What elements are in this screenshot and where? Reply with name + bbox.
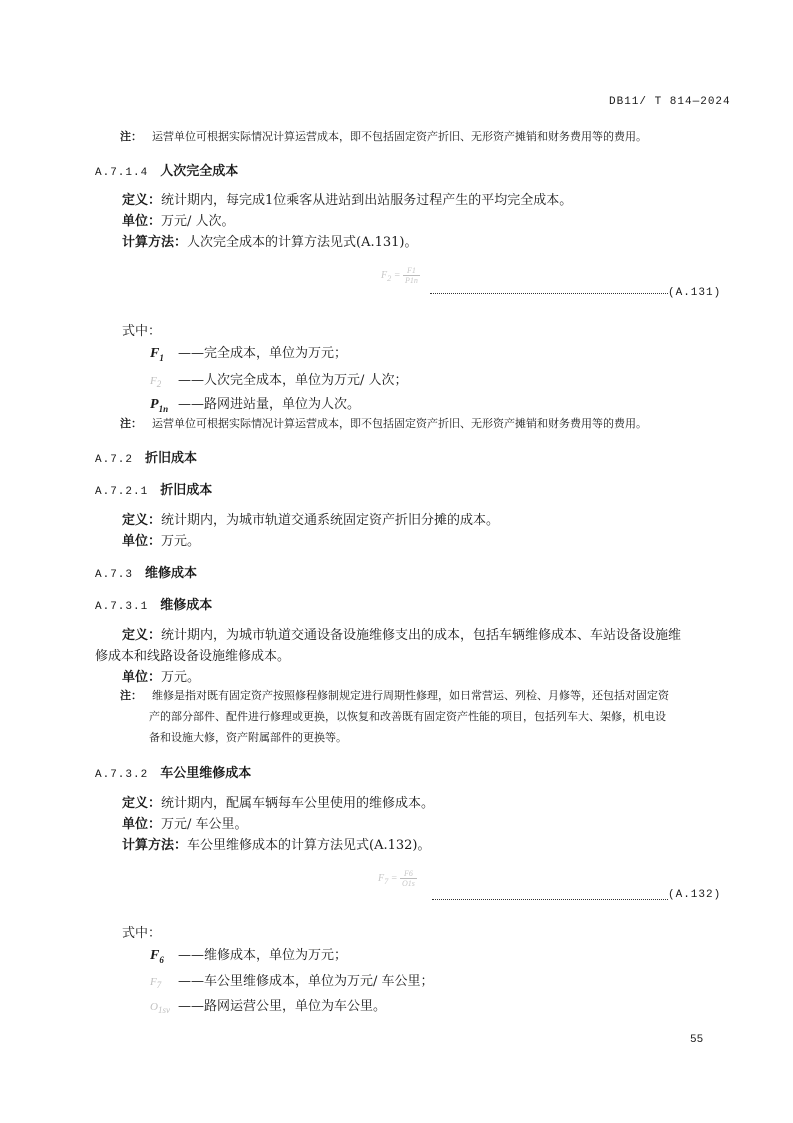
- definition: [122, 189, 572, 208]
- variable-desc: ——完全成本，单位为万元；: [178, 346, 348, 361]
- standard-code: DB11/ T 814—2024: [609, 96, 731, 108]
- variable-symbol: $F_1$: [150, 346, 164, 363]
- unit-label: 单位：: [122, 534, 162, 549]
- calc-text: 车公里维修成本的计算方法见式(A.132)。: [187, 838, 431, 853]
- calc-label: 计算方法：: [122, 838, 188, 853]
- definition-text: 统计期内，为城市轨道交通系统固定资产折旧分摊的成本。: [161, 513, 500, 528]
- formula-lhs: F: [378, 872, 385, 884]
- variable-row: [150, 393, 360, 414]
- definition-label: 定义：: [122, 513, 162, 528]
- section-title: 人次完全成本: [160, 164, 239, 179]
- formula-leader-dots: [430, 293, 668, 294]
- variable-symbol: $F_7$: [150, 976, 162, 991]
- unit: [122, 813, 248, 832]
- note-label: 注：: [120, 130, 142, 143]
- formula-denominator: P1n: [405, 276, 418, 285]
- note-top: [120, 128, 647, 144]
- variable-desc: ——维修成本，单位为万元；: [178, 948, 348, 963]
- definition-label: 定义：: [122, 796, 162, 811]
- variable-desc: ——路网进站量，单位为人次。: [178, 397, 361, 412]
- section-heading-a72: [95, 447, 197, 466]
- section-heading-a721: [95, 479, 212, 498]
- definition-text: 统计期内，为城市轨道交通设备设施维修支出的成本，包括车辆维修成本、车站设备设施维: [161, 628, 682, 643]
- variable-desc: ——路网运营公里，单位为车公里。: [178, 999, 387, 1014]
- note-a731: [120, 687, 669, 703]
- equation-number: (A.131): [668, 287, 722, 299]
- variable-symbol: $F_2$: [150, 375, 162, 390]
- note-a714: [120, 415, 647, 431]
- unit-text: 万元/ 人次。: [161, 214, 235, 229]
- definition-text: 统计期内，每完成1位乘客从进站到出站服务过程产生的平均完全成本。: [161, 193, 573, 208]
- note-text: 运营单位可根据实际情况计算运营成本，即不包括固定资产折旧、无形资产摊销和财务费用等的费用。: [152, 417, 647, 430]
- definition-label: 定义：: [122, 628, 162, 643]
- unit-text: 万元。: [161, 670, 201, 685]
- section-title: 维修成本: [145, 566, 198, 581]
- where-label: 式中：: [122, 324, 162, 339]
- section-title: 车公里维修成本: [160, 766, 252, 781]
- note-text: 运营单位可根据实际情况计算运营成本，即不包括固定资产折旧、无形资产摊销和财务费用等的费用。: [152, 130, 647, 143]
- formula-fraction: [400, 869, 417, 888]
- calc-method: [122, 834, 431, 853]
- formula-denominator: O1s: [402, 879, 415, 888]
- section-number: A.7.1.4: [95, 167, 149, 179]
- variable-row: [150, 369, 408, 389]
- variable-symbol: $F_6$: [150, 948, 164, 965]
- note-label: 注：: [120, 689, 142, 702]
- variable-symbol: $O_{1sv}$: [150, 1001, 170, 1016]
- where-label: 式中：: [122, 926, 162, 941]
- unit: [122, 530, 200, 549]
- note-text-line: 备和设施大修，资产附属部件的更换等。: [149, 731, 347, 744]
- variable-row: [150, 970, 434, 990]
- section-heading-a73: [95, 562, 197, 581]
- definition-continued: 修成本和线路设备设施维修成本。: [95, 649, 291, 664]
- note-text: 维修是指对既有固定资产按照修程修制规定进行周期性修理，如日常营运、列检、月修等，还包括对固定资: [152, 689, 669, 702]
- formula-lhs-sub: 7: [384, 876, 389, 886]
- unit-label: 单位：: [122, 214, 162, 229]
- note-text-line: 产的部分部件、配件进行修理或更换，以恢复和改善既有固定资产性能的项目，包括列车大、架修，机电设: [149, 710, 666, 723]
- section-number: A.7.3.1: [95, 601, 149, 613]
- variable-desc: ——车公里维修成本，单位为万元/ 车公里；: [178, 974, 434, 989]
- unit: [122, 210, 235, 229]
- variable-row: [150, 342, 347, 363]
- variable-desc: ——人次完全成本，单位为万元/ 人次；: [178, 373, 408, 388]
- calc-text: 人次完全成本的计算方法见式(A.131)。: [187, 235, 418, 250]
- formula-leader-dots: [432, 899, 668, 900]
- section-number: A.7.2.1: [95, 486, 149, 498]
- definition-text: 统计期内，配属车辆每车公里使用的维修成本。: [161, 796, 435, 811]
- definition-label: 定义：: [122, 193, 162, 208]
- section-number: A.7.3: [95, 569, 134, 581]
- section-heading-a732: [95, 762, 251, 781]
- formula-lhs: F: [381, 269, 388, 281]
- unit-label: 单位：: [122, 670, 162, 685]
- formula-a131: $F_2$ = $\frac{F1}{P1n}$: [381, 266, 418, 285]
- variable-symbol: $P_{1n}$: [150, 397, 169, 414]
- calc-method: [122, 231, 418, 250]
- formula-lhs-sub: 2: [387, 273, 392, 283]
- section-title: 折旧成本: [145, 451, 198, 466]
- unit-label: 单位：: [122, 817, 162, 832]
- definition: [122, 792, 434, 811]
- variable-row: [150, 944, 347, 965]
- calc-label: 计算方法：: [122, 235, 188, 250]
- section-number: A.7.2: [95, 454, 134, 466]
- unit-text: 万元。: [161, 534, 201, 549]
- unit-text: 万元/ 车公里。: [161, 817, 248, 832]
- note-label: 注：: [120, 417, 142, 430]
- section-title: 维修成本: [160, 598, 213, 613]
- equation-number: (A.132): [668, 889, 722, 901]
- formula-a132: $F_7$ = $\frac{F6}{O1s}$: [378, 869, 415, 888]
- definition: [122, 509, 499, 528]
- variable-row: [150, 995, 386, 1015]
- formula-numerator: F1: [403, 266, 420, 276]
- section-heading-a714: [95, 160, 238, 179]
- unit: [122, 666, 200, 685]
- formula-numerator: F6: [400, 869, 417, 879]
- page-number: 55: [690, 1034, 704, 1046]
- section-title: 折旧成本: [160, 483, 213, 498]
- formula-fraction: [403, 266, 420, 285]
- section-heading-a731: [95, 594, 212, 613]
- definition: [122, 624, 681, 643]
- section-number: A.7.3.2: [95, 769, 149, 781]
